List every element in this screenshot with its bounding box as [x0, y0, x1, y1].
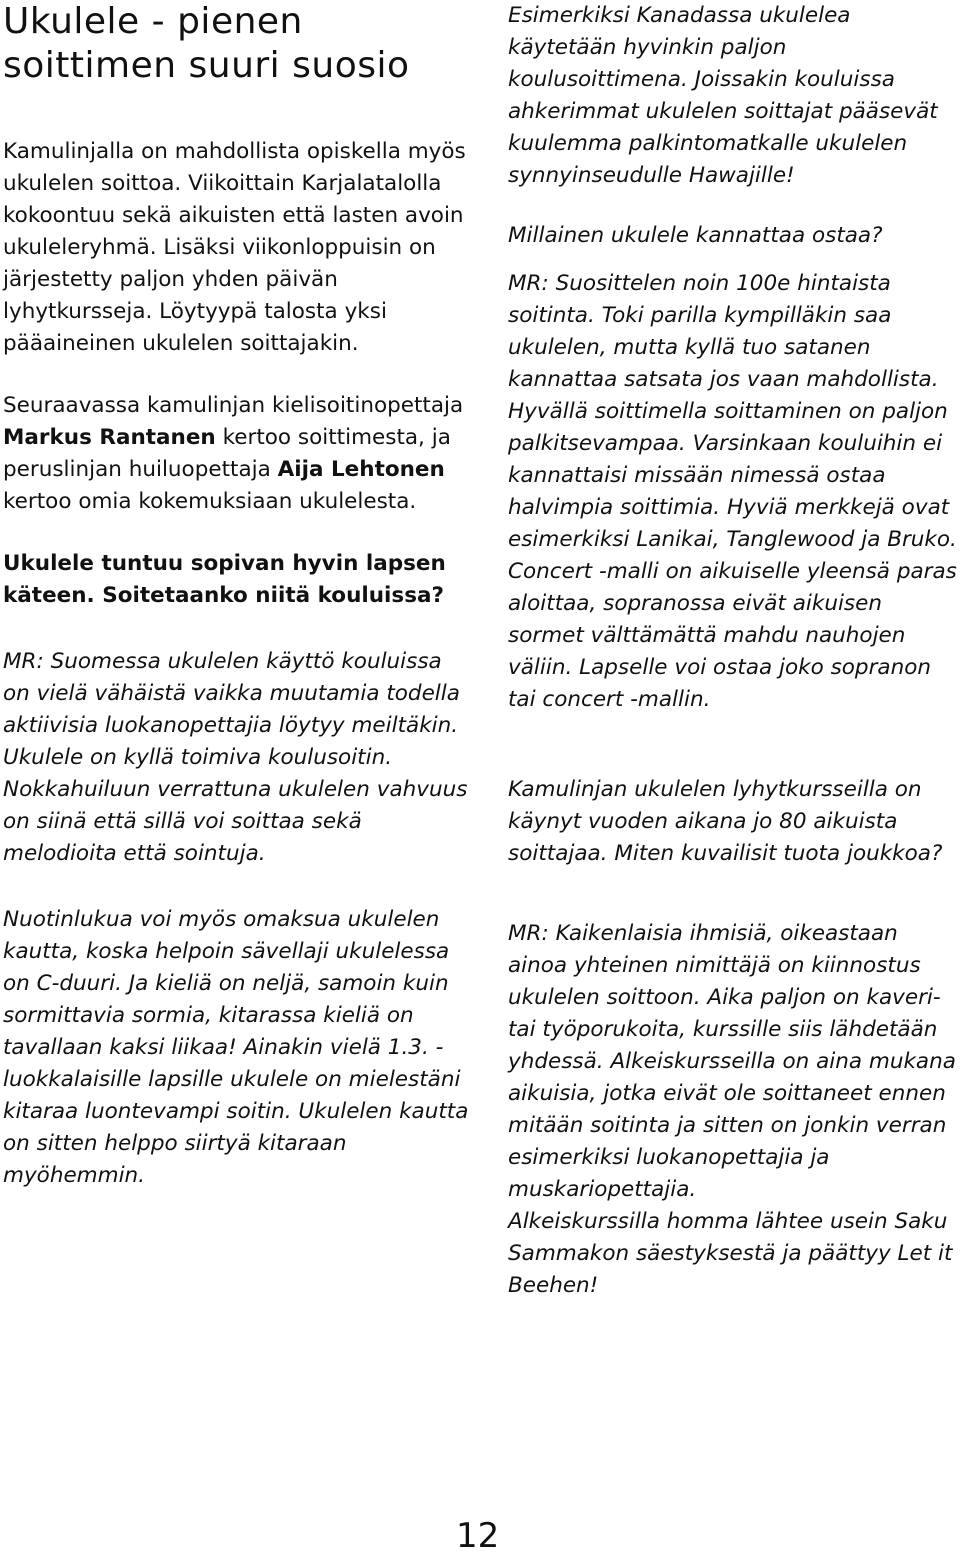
- question-1-text: Ukulele tuntuu sopivan hyvin lapsen käteen. Soitetaanko niitä kouluissa?: [3, 551, 446, 608]
- intro-paragraph: Kamulinjalla on mahdollista opiskella myös ukulelen soittoa. Viikoittain Karjalatalolla kokoontuu sekä aikuisten että lasten avoin ukuleleryhmä. Lisäksi viikonloppuisin on järjestetty paljon yhden päivän lyhytkursseja. Löytyypä talosta yksi pääaineinen ukulelen soittajakin.: [3, 139, 466, 356]
- question-1: [3, 548, 473, 612]
- presentation-text-2: kertoo soittimesta, ja peruslinjan huiluopettaja: [3, 425, 451, 482]
- right-column: [508, 0, 960, 1302]
- presentation-paragraph: [3, 390, 473, 518]
- teacher-name-aija: Aija Lehtonen: [277, 457, 445, 482]
- question-2: Millainen ukulele kannattaa ostaa?: [508, 223, 883, 248]
- article-title: [3, 0, 473, 88]
- presentation-text-3: kertoo omia kokemuksiaan ukulelesta.: [3, 489, 417, 514]
- answer-1-end: Esimerkiksi Kanadassa ukulelea käytetään hyvinkin paljon koulusoittimena. Joissakin kouluissa ahkerimmat ukulelen soittajat pääsevät kuulemma palkintomatkalle ukulelen synnyinseudulle Hawajille!: [508, 3, 938, 188]
- title-line-2: soittimen suuri suosio: [3, 45, 410, 86]
- answer-1-continued: Nuotinlukua voi myös omaksua ukulelen kautta, koska helpoin sävellaji ukulelessa on C-duuri. Ja kieliä on neljä, samoin kuin sormittavia sormia, kitarassa kieliä on tavallaan kaksi liikaa! Ainakin vielä 1.3. -luokkalaisille lapsille ukulele on mielestäni kitaraa luontevampi soitin. Ukulelen kautta on sitten helppo siirtyä kitaraan myöhemmin.: [3, 907, 469, 1188]
- page-number: 12: [456, 1516, 500, 1556]
- answer-3-end: Alkeiskurssilla homma lähtee usein Saku Sammakon säestyksestä ja päättyy Let it Beehen!: [508, 1209, 953, 1298]
- question-3: Kamulinjan ukulelen lyhytkursseilla on käynyt vuoden aikana jo 80 aikuista soittajaa. Miten kuvailisit tuota joukkoa?: [508, 777, 943, 866]
- teacher-name-markus: Markus Rantanen: [3, 425, 216, 450]
- answer-1: MR: Suomessa ukulelen käyttö kouluissa on vielä vähäistä vaikka muutamia todella aktiivisia luokanopettajia löytyy meiltäkin. Ukulele on kyllä toimiva koulusoitin. Nokkahuiluun verrattuna ukulelen vahvuus on siinä että sillä voi soittaa sekä melodioita että sointuja.: [3, 649, 468, 866]
- answer-2: MR: Suosittelen noin 100e hintaista soitinta. Toki parilla kympilläkin saa ukulelen, mutta kyllä tuo satanen kannattaa satsata jos vaan mahdollista. Hyvällä soittimella soittaminen on paljon palkitsevampaa. Varsinkaan kouluihin ei kannattaisi missään nimessä ostaa halvimpia soittimia. Hyviä merkkejä ovat esimerkiksi Lanikai, Tanglewood ja Bruko. Concert -malli on aikuiselle yleensä paras aloittaa, sopranossa eivät aikuisen sormet välttämättä mahdu nauhojen väliin. Lapselle voi ostaa joko sopranon tai concert -mallin.: [508, 271, 957, 712]
- answer-3: MR: Kaikenlaisia ihmisiä, oikeastaan ainoa yhteinen nimittäjä on kiinnostus ukulelen soittoon. Aika paljon on kaveri- tai työporukoita, kurssille siis lähdetään yhdessä. Alkeiskursseilla on aina mukana aikuisia, jotka eivät ole soittaneet ennen mitään soitinta ja sitten on jonkin verran esimerkiksi luokanopettajia ja muskariopettajia.: [508, 921, 956, 1202]
- title-line-1: Ukulele - pienen: [3, 1, 303, 42]
- left-column: [3, 0, 473, 1192]
- presentation-text-1: Seuraavassa kamulinjan kielisoitinopettaja: [3, 393, 464, 418]
